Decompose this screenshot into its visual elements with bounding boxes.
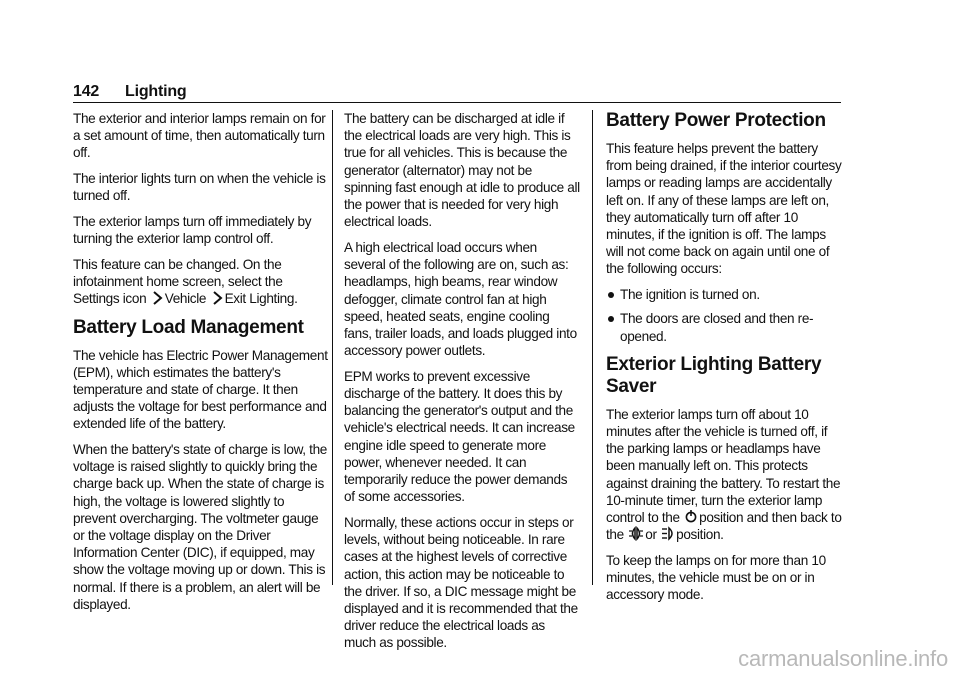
column-divider — [592, 110, 593, 585]
paragraph: Normally, these actions occur in steps or levels, without being noticeable. In rare cases at the highest levels of corrective action, this action may be noticeable to the driver. If so, a DIC message might be displayed and it is recommended that the driver reduce the electrical loads as much as possible. — [344, 514, 578, 651]
list-item: The ignition is turned on. — [606, 286, 844, 303]
paragraph: To keep the lamps on for more than 10 minutes, the vehicle must be on or in accessory mode. — [606, 552, 826, 603]
bullet-icon — [608, 316, 614, 322]
bullet-icon — [608, 292, 614, 298]
paragraph: The interior lights turn on when the vehicle is turned off. — [73, 171, 326, 204]
paragraph: A high electrical load occurs when several of the following are on, such as: headlamps, high beams, rear window defogger, climate control fan at high speed, heated seats, engine cooling fans, trailer loads, and loads plugged into accessory power outlets. — [344, 239, 577, 359]
column-right — [606, 110, 844, 612]
paragraph: The vehicle has Electric Power Management (EPM), which estimates the battery's temperature and state of charge. It then adjusts the voltage for best performance and extended life of the battery. — [73, 347, 328, 432]
bullet-list — [606, 286, 844, 345]
paragraph: The battery can be discharged at idle if the electrical loads are very high. This is true for all vehicles. This is because the generator (alternator) may not be spinning fast enough at idle to produce all the power that is needed for very high electrical loads. — [344, 111, 580, 230]
heading-battery-power-protection: Battery Power Protection — [606, 110, 826, 131]
parking-lamps-icon — [629, 526, 643, 541]
column-divider — [332, 110, 333, 585]
paragraph: The exterior and interior lamps remain on for a set amount of time, then automatically turn off. — [73, 111, 326, 161]
heading-exterior-lighting-battery-saver: Exterior Lighting Battery Saver — [606, 353, 822, 397]
paragraph: When the battery's state of charge is low, the voltage is raised slightly to quickly bring the charge back up. When the state of charge is high, the voltage is lowered slightly to prevent overcharging. The voltmeter gauge or the voltage display on the Driver Information Center (DIC), if equipped, may show the voltage moving up or down. This is normal. If there is a problem, an alert will be displayed. — [73, 442, 327, 612]
page-number: 142 — [73, 83, 100, 100]
list-item: The doors are closed and then re-opened. — [606, 310, 844, 344]
column-left — [73, 110, 329, 622]
paragraph: This feature helps prevent the battery from being drained, if the interior courtesy lamps or reading lamps are accidentally left on. If any of these lamps are left on, they automatically turn off after 10 minutes, if the ignition is off. The lamps will not come back on again until one of the following occurs: — [606, 141, 842, 277]
header-rule — [73, 102, 841, 103]
page-header — [73, 80, 841, 104]
lamp-off-icon — [685, 509, 697, 524]
settings-path-paragraph: This feature can be changed. On the infotainment home screen, select the Settings icon Vehicle Exit Lighting. — [73, 256, 298, 307]
chevron-right-icon — [152, 291, 163, 305]
paragraph: EPM works to prevent excessive discharge of the battery. It does this by balancing the generator's output and the vehicle's electrical needs. It can increase engine idle speed to generate more power, whenever needed. It can temporarily reduce the power demands of some accessories. — [344, 368, 575, 505]
paragraph: The exterior lamps turn off immediately by turning the exterior lamp control off. — [73, 214, 312, 247]
lamp-control-paragraph: The exterior lamps turn off about 10 minutes after the vehicle is turned off, if the parking lamps or headlamps have been manually left on. This protects against draining the battery. To restart the 10-minute timer, turn the exterior lamp control to the position and then back to the or position. — [606, 406, 842, 543]
column-middle — [344, 110, 580, 660]
section-title: Lighting — [125, 83, 187, 100]
chevron-right-icon — [212, 291, 223, 305]
headlamps-icon — [662, 526, 674, 541]
heading-battery-load-management: Battery Load Management — [73, 316, 304, 338]
watermark: carmanualsonline.info — [738, 646, 948, 671]
